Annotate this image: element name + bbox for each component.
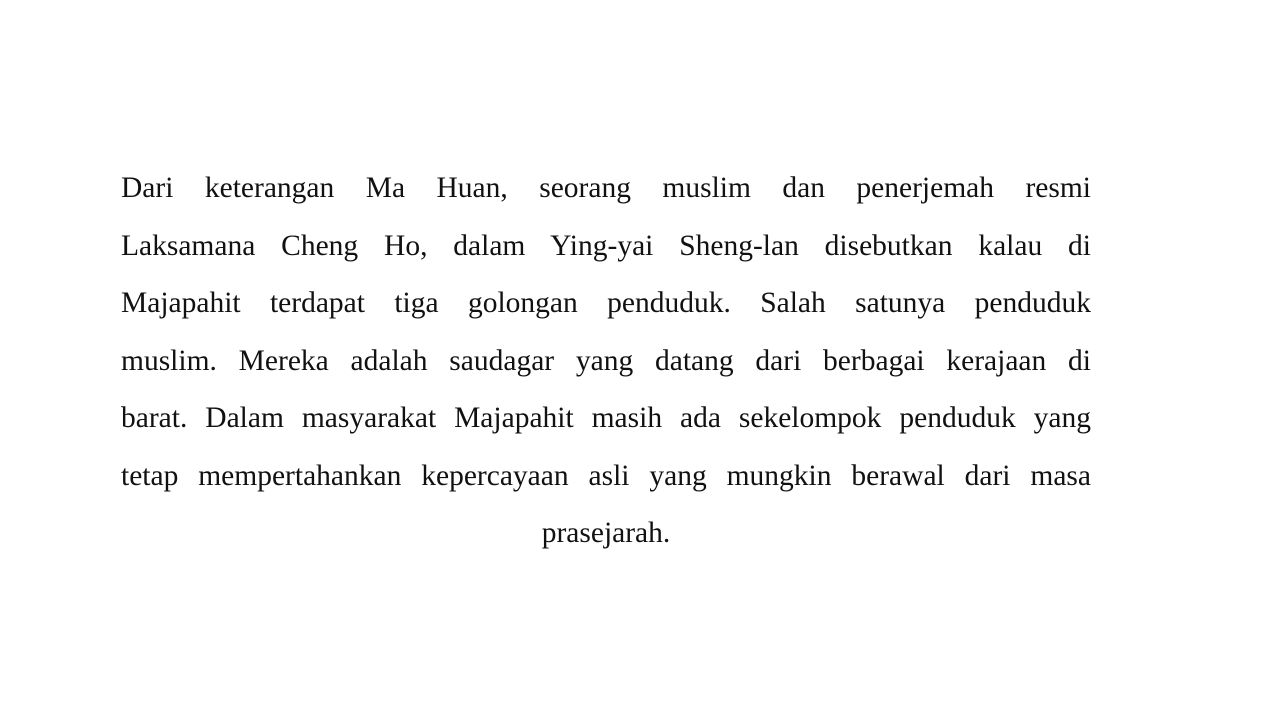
paragraph-line: muslim. Mereka adalah saudagar yang datang dari berbagai kerajaan di bbox=[121, 344, 1091, 377]
body-paragraph bbox=[121, 160, 1091, 563]
paragraph-line: Majapahit terdapat tiga golongan penduduk. Salah satunya penduduk bbox=[121, 287, 1091, 319]
paragraph-line: Dari keterangan Ma Huan, seorang muslim dan penerjemah resmi bbox=[121, 172, 1091, 204]
paragraph-line: tetap mempertahankan kepercayaan asli yang mungkin berawal dari masa bbox=[121, 459, 1091, 492]
paragraph-line: barat. Dalam masyarakat Majapahit masih ada sekelompok penduduk yang bbox=[121, 402, 1091, 434]
paragraph-line: Laksamana Cheng Ho, dalam Ying-yai Sheng-lan disebutkan kalau di bbox=[121, 229, 1091, 262]
paragraph-line-last: prasejarah. bbox=[541, 517, 671, 549]
